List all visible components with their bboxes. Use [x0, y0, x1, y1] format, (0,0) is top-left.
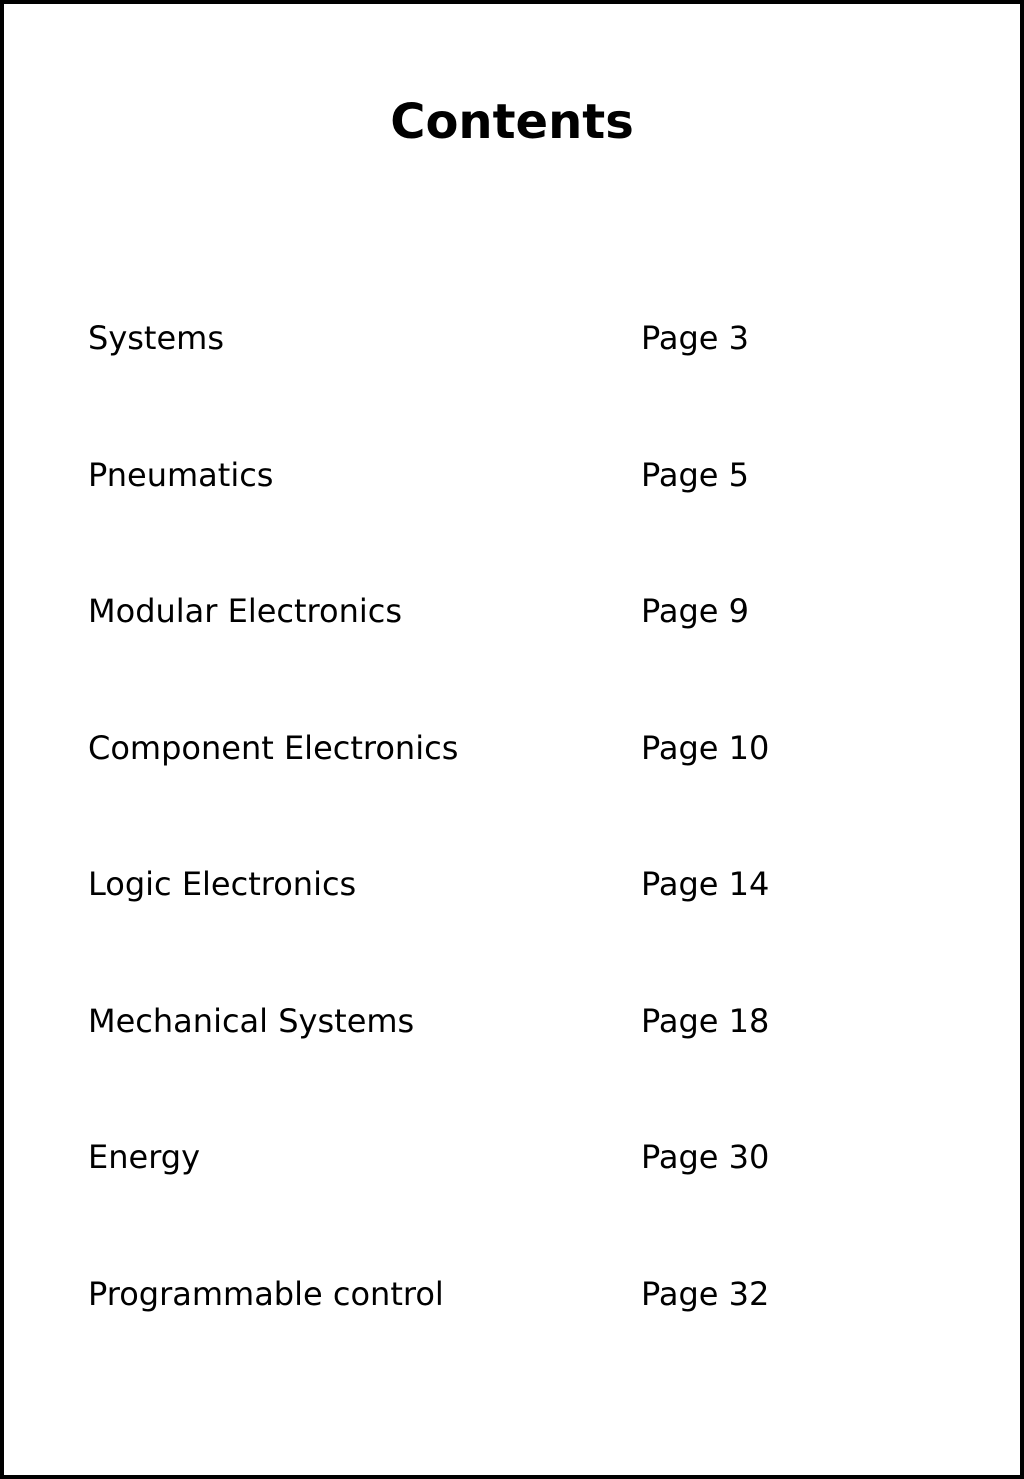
toc-entry-systems	[88, 316, 928, 453]
toc-entry-page: Page 32	[641, 1274, 770, 1313]
toc-entry-page: Page 3	[641, 319, 749, 357]
toc-entry-label: Systems	[88, 319, 224, 357]
toc-entry-label: Pneumatics	[88, 455, 274, 494]
toc-entry-page: Page 14	[641, 865, 770, 903]
toc-entry-page: Page 9	[641, 592, 749, 630]
toc-entry-logic-electronics	[88, 862, 928, 999]
toc-entry-component-electronics	[88, 726, 928, 863]
toc-entry-label: Logic Electronics	[88, 865, 357, 903]
toc-entry-pneumatics	[88, 453, 928, 590]
toc-entry-programmable-control	[88, 1272, 928, 1409]
toc-entry-label: Component Electronics	[88, 728, 459, 767]
toc-entry-label: Programmable control	[88, 1274, 444, 1313]
toc-entry-page: Page 30	[641, 1138, 770, 1176]
toc-entry-mechanical-systems	[88, 999, 928, 1136]
page-title: Contents	[390, 94, 634, 150]
toc-entry-label: Mechanical Systems	[88, 1001, 415, 1040]
toc-entry-page: Page 18	[641, 1001, 770, 1040]
toc-entry-modular-electronics	[88, 589, 928, 726]
toc-entry-energy	[88, 1135, 928, 1272]
toc-entry-label: Modular Electronics	[88, 592, 403, 630]
toc-entry-page: Page 5	[641, 455, 749, 494]
toc-entry-label: Energy	[88, 1138, 201, 1176]
toc-entry-page: Page 10	[641, 728, 770, 767]
table-of-contents	[88, 316, 928, 1408]
